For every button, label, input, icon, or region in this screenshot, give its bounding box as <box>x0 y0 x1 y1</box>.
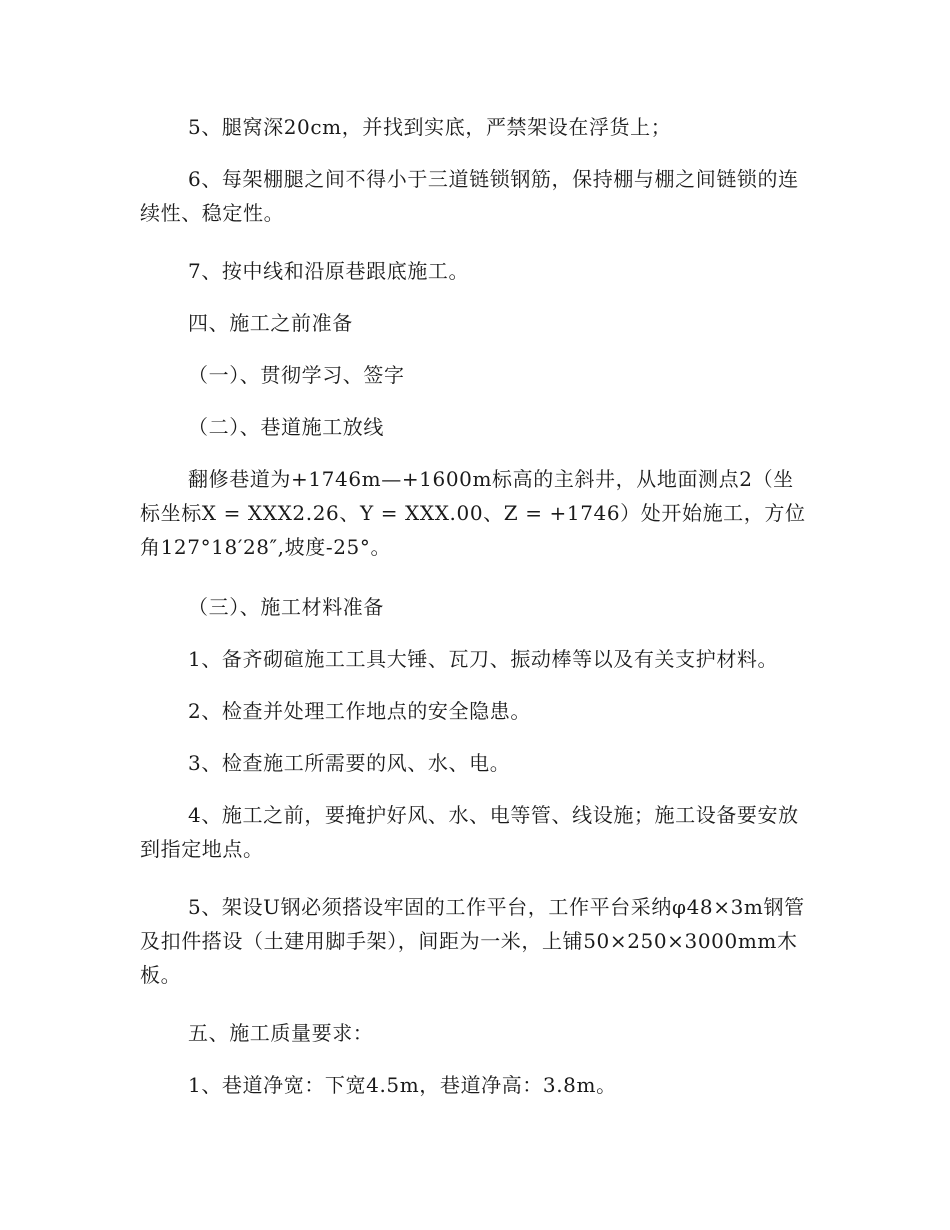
section-heading-preparation: 四、施工之前准备 <box>188 311 353 335</box>
paragraph-tunnel-dimensions: 1、巷道净宽：下宽4.5m，巷道净高：3.8m。 <box>188 1073 617 1097</box>
paragraph-tools: 1、备齐砌碹施工工具大锤、瓦刀、振动棒等以及有关支护材料。 <box>188 647 779 671</box>
paragraph-survey-coordinates: 翻修巷道为+1746m—+1600m标高的主斜井，从地面测点2（坐标坐标X = XXX2.26、Y = XXX.00、Z = +1746）处开始施工，方位角127°18′28″,坡度-25°。 <box>140 467 806 559</box>
paragraph-protect-facilities: 4、施工之前，要掩护好风、水、电等管、线设施；施工设备要安放到指定地点。 <box>140 803 799 861</box>
section-heading-quality: 五、施工质量要求： <box>188 1021 374 1045</box>
subheading-survey-layout: （二）、巷道施工放线 <box>188 415 384 439</box>
subheading-materials: （三）、施工材料准备 <box>188 595 384 619</box>
paragraph-work-platform: 5、架设U钢必须搭设牢固的工作平台，工作平台采纳φ48×3m钢管及扣件搭设（土建用脚手架），间距为一米，上铺50×250×3000mm木板。 <box>140 895 805 987</box>
paragraph-safety-check: 2、检查并处理工作地点的安全隐患。 <box>188 699 531 723</box>
paragraph-utilities-check: 3、检查施工所需要的风、水、电。 <box>188 751 511 775</box>
subheading-study-sign: （一）、贯彻学习、签字 <box>188 363 405 387</box>
paragraph-chain-lock-rebar: 6、每架棚腿之间不得小于三道链锁钢筋，保持棚与棚之间链锁的连续性、稳定性。 <box>140 167 799 225</box>
paragraph-leg-socket-depth: 5、腿窝深20cm，并找到实底，严禁架设在浮货上； <box>188 115 672 139</box>
paragraph-centerline-construction: 7、按中线和沿原巷跟底施工。 <box>188 259 470 283</box>
